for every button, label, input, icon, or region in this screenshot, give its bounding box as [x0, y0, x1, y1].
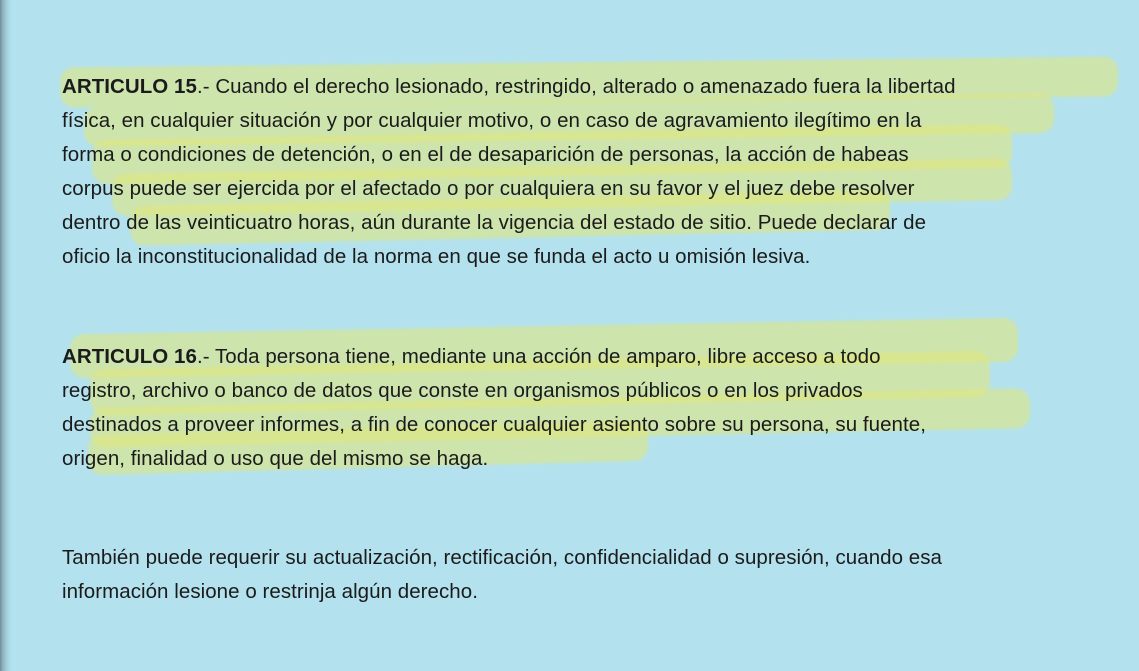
text-line: ARTICULO 15.- Cuando el derecho lesionado, restringido, alterado o amenazado fuera la libertad — [62, 75, 956, 98]
document-page — [12, 0, 1139, 671]
text-line: registro, archivo o banco de datos que conste en organismos públicos o en los privados — [62, 379, 863, 402]
text-line: forma o condiciones de detención, o en el de desaparición de personas, la acción de habeas — [62, 143, 909, 166]
article-heading: ARTICULO 15 — [62, 75, 197, 98]
text-line: También puede requerir su actualización, rectificación, confidencialidad o supresión, cuando esa — [62, 546, 942, 569]
article-heading: ARTICULO 16 — [62, 345, 197, 368]
text-line: información lesione o restrinja algún derecho. — [62, 580, 478, 603]
page-left-edge — [0, 0, 12, 671]
text-line: destinados a proveer informes, a fin de conocer cualquier asiento sobre su persona, su fuente, — [62, 413, 926, 436]
text-line: corpus puede ser ejercida por el afectado o por cualquiera en su favor y el juez debe resolver — [62, 177, 915, 200]
article-15-paragraph — [62, 70, 1122, 274]
text-line: oficio la inconstitucionalidad de la norma en que se funda el acto u omisión lesiva. — [62, 245, 811, 268]
text-line: origen, finalidad o uso que del mismo se haga. — [62, 447, 489, 470]
text-line: ARTICULO 16.- Toda persona tiene, mediante una acción de amparo, libre acceso a todo — [62, 345, 881, 368]
text-line: dentro de las veinticuatro horas, aún durante la vigencia del estado de sitio. Puede declarar de — [62, 211, 927, 234]
article-16-paragraph — [62, 340, 1122, 476]
closing-paragraph — [62, 541, 1122, 609]
text-line: física, en cualquier situación y por cualquier motivo, o en caso de agravamiento ilegítimo en la — [62, 109, 922, 132]
